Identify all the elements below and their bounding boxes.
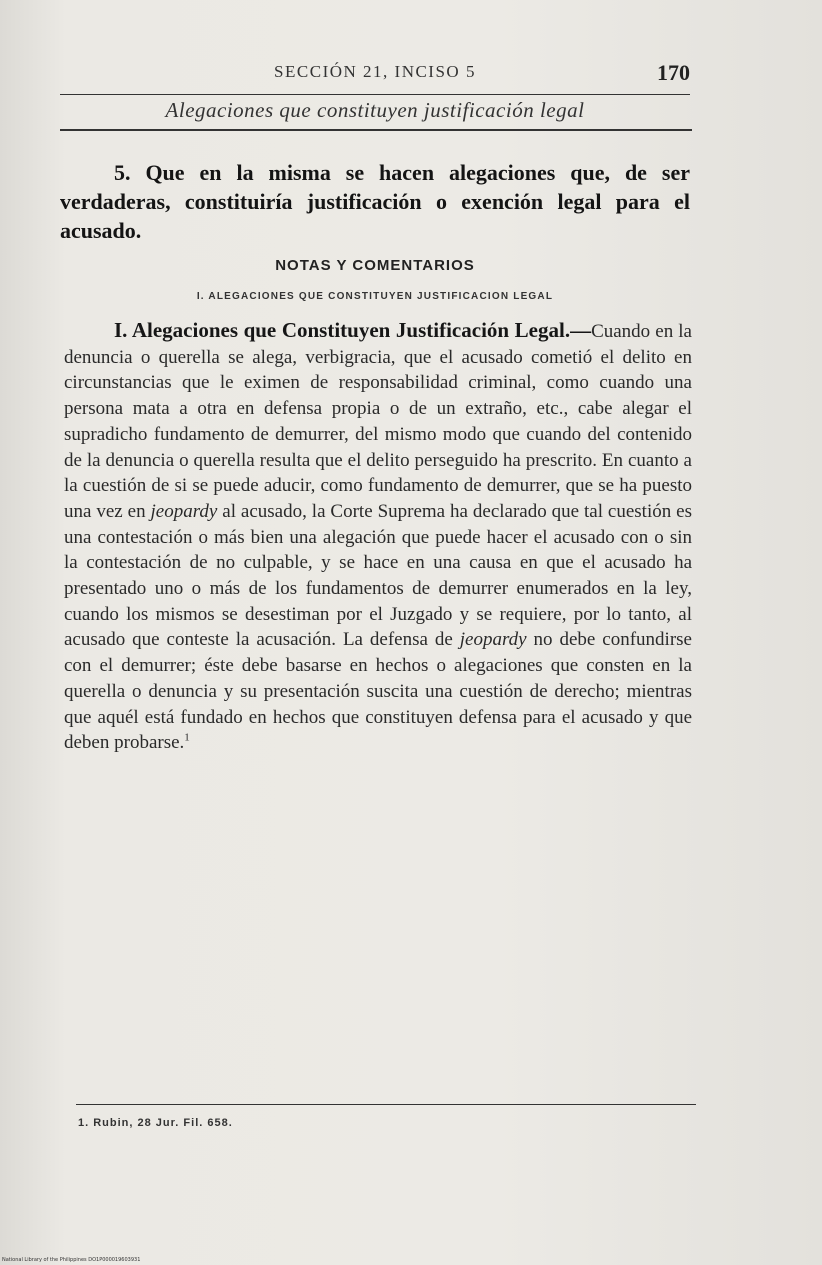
notes-heading: NOTAS Y COMENTARIOS <box>275 257 475 274</box>
term-jeopardy-2: jeopardy <box>459 629 527 651</box>
header-rule-top <box>60 94 690 95</box>
footnote: 1. Rubin, 28 Jur. Fil. 658. <box>78 1117 233 1129</box>
paragraph-text-1: Cuando en la denuncia o querella se alega, verbigracia, que el acusado cometió el delito en circunstancias que le eximen de responsabilidad criminal, como cuando una persona mata a otra en defensa propia o de un extraño, etc., cabe alegar el supradicho fundamento de demurrer, del mismo modo que cuando del contenido de la denuncia o querella resulta que el delito perseguido ha prescrito. En cuanto a la cuestión de si se puede aducir, como fundamento de demurrer, que se ha puesto una vez en <box>64 321 692 522</box>
paragraph-lead: I. Alegaciones que Constituyen Justificación Legal.— <box>114 318 592 342</box>
commentary-paragraph <box>64 318 692 756</box>
item-text: 5. Que en la misma se hacen alegaciones que, de ser verdaderas, constituiría justificación o exención legal para el acusado. <box>60 160 690 243</box>
running-subtitle: Alegaciones que constituyen justificación legal <box>165 98 585 122</box>
notes-subheading: I. ALEGACIONES QUE CONSTITUYEN JUSTIFICACION LEGAL <box>196 291 554 302</box>
header-rule-bottom <box>60 129 692 131</box>
term-jeopardy-1: jeopardy <box>150 500 218 522</box>
footnote-reference: 1 <box>184 731 190 744</box>
footnote-rule <box>76 1104 696 1105</box>
section-title: SECCIÓN 21, INCISO 5 <box>274 62 476 81</box>
scan-watermark: National Library of the Philippines DO1P000019603931 <box>2 1257 141 1263</box>
section-item <box>60 158 690 245</box>
running-head <box>60 60 690 90</box>
paragraph-text-3: no debe confundirse con el demurrer; éste debe basarse en hechos o alegaciones que consten en la querella o denuncia y su presentación suscita una cuestión de derecho; mientras que aquél está fundado en hechos que constituyen defensa para el acusado y que deben probarse. <box>64 629 692 754</box>
page-number: 170 <box>657 60 690 85</box>
paragraph-text-2: al acusado, la Corte Suprema ha declarado que tal cuestión es una contestación o más bien una alegación que puede hacer el acusado con o sin la contestación de no culpable, y se hace en una causa en que el acusado ha presentado uno o más de los fundamentos de demurrer enumerados en la ley, cuando los mismos se desestiman por el Juzgado y se requiere, por lo tanto, al acusado que conteste la acusación. La defensa de <box>64 500 692 651</box>
